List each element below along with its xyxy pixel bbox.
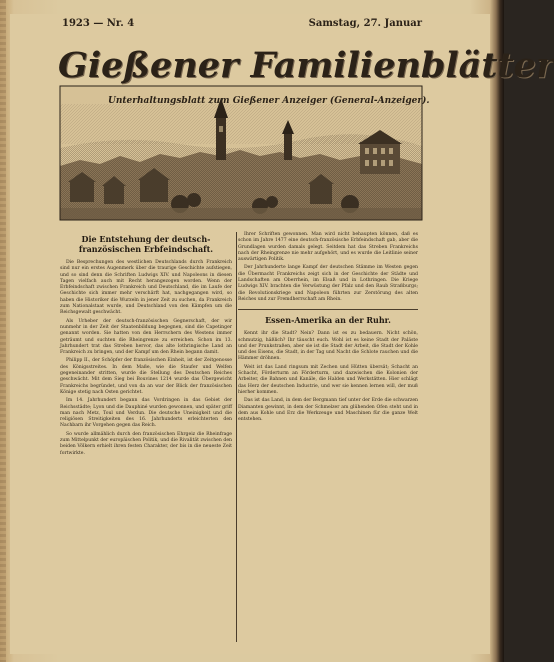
issue-date: Samstag, 27. Januar [308,18,422,29]
left-column [60,232,232,644]
article3-paragraph: Kennt ihr die Stadt? Nein? Dann ist es zu bedauern. Nicht schön, schmutzig, häßlich? Ihr täuscht euch. Wohl ist es keine Stadt der Paläste und der Prunkstraßen, aber sie ist die Stadt der Arbeit, die Stadt der Kohle und des Eisens, die Stadt, in der Tag und Nacht die Schlote rauchen und die Hämmer dröhnen. [238,331,418,362]
article3-heading: Essen-Amerika an der Ruhr. [265,315,391,326]
city-skyline-illustration [60,86,430,220]
book-spine [0,0,6,662]
article1-paragraph: Als Urheber der deutsch-französischen Gegnerschaft, der wir nunmehr in der Zeit der Staatenbildung begegnen, sind die Capetinger genannt worden. Sie hatten von den Herrschern des Westens immer geträumt und suchten die Rheingrenze zu erreichen. Schon im 13. Jahrhundert trat das Streben hervor, das alte lothringische Land an Frankreich zu bringen, und der Kampf um den Rhein begann damit. [60,318,232,356]
article1-paragraph: Die Besprechungen des westlichen Deutschlands durch Frankreich sind nur ein erstes Augenmerk über die traurige Geschichte aufstiegen, und so sind denn die Schriften Ludwigs XIV. und Napoleons in diesen Tagen vielfach auch mit Recht herangezogen worden. Wenn der Erbfeindschaft zwischen Frankreich und Deutschland, die im Laufe der Geschichte sich immer mehr verschärft hat, nachgegangen wird, so haben die Historiker die Wurzeln in jener Zeit zu suchen, da Frankreich zum Nationalstaat wurde, und Deutschland von den Kämpfen um die Reichsgewalt geschwächt. [60,260,232,316]
section-divider [238,309,418,310]
article3-paragraph: Das ist das Land, in dem der Bergmann tief unter der Erde die schwarzen Diamanten gewinnt, in dem der Schmelzer am glühenden Ofen steht und in dem aus Kohle und Erz die Werkzeuge und Maschinen für die ganze Welt entstehen. [238,398,418,423]
article2-paragraph: Ihrer Schriften gewonnen. Man wird nicht behaupten können, daß es schon im Jahre 1477 eine deutsch-französische Erbfeindschaft gab, aber die Grundlagen wurden damals gelegt. Seitdem hat das Streben Frankreichs nach der Rheingrenze nie mehr aufgehört, und es wurde die Leitlinie seiner auswärtigen Politik. [238,232,418,263]
article1-heading: Die Entstehung der deutsch-französischen Erbfeindschaft. [78,234,214,254]
issue-number: 1923 — Nr. 4 [62,18,135,29]
article1-paragraph: So wurde allmählich durch den französischen Ehrgeiz die Rheinfrage zum Mittelpunkt der europäischen Politik, und die Rivalität zwischen den beiden Völkern erhielt ihren festen Charakter, der bis in die neueste Zeit fortwirkte. [60,431,232,456]
masthead-title: Gießener Familienblätter [58,45,554,86]
article3-paragraph: Weit ist das Land ringsum mit Zechen und Hütten übersät; Schacht an Schacht, Förderturm an Förderturm, und dazwischen die Kolonien der Arbeiter, die Bahnen und Kanäle, die Halden und Werkstätten. Hier schlägt das Herz der deutschen Industrie, und wer sie kennen lernen will, der muß hierher kommen. [238,364,418,395]
right-column [238,232,418,592]
article2-paragraph: Der Jahrhunderte lange Kampf der deutschen Stämme im Westen gegen die Übermacht Frankreichs zeigt sich in der Geschichte der Städte und Landschaften am Oberrhein, im Elsaß und in Lothringen. Die Kriege Ludwigs XIV. brachten die Verwüstung der Pfalz und den Raub Straßburgs; die Revolutionskriege und Napoleon führten zur Zerstörung des alten Reiches und zur Fremdherrschaft am Rhein. [238,265,418,302]
article1-paragraph: Im 14. Jahrhundert begann das Vordringen in das Gebiet der Reichsstädte; Lyon und die Dauphiné wurden gewonnen, und später griff man nach Metz, Toul und Verdun. Die deutsche Uneinigkeit und die religiösen Streitigkeiten des 16. Jahrhunderts erleichterten den Nachbarn ihr Vorgehen gegen das Reich. [60,398,232,429]
column-divider [236,232,237,642]
article1-paragraph: Philipp II., der Schöpfer der französischen Einheit, ist der Zeitgenosse des Königsstreites. In dem Maße, wie die Staufer und Welfen gegeneinander stritten, wurde die Stellung des Deutschen Reiches geschwächt. Mit dem Sieg bei Bouvines 1214 wurde das Übergewicht Frankreichs begründet, und von da an war der Blick der französischen Könige stetig nach Osten gerichtet. [60,358,232,395]
issue-header [62,18,422,32]
masthead-subtitle: Unterhaltungsblatt zum Gießener Anzeiger (General-Anzeiger). [108,96,430,106]
